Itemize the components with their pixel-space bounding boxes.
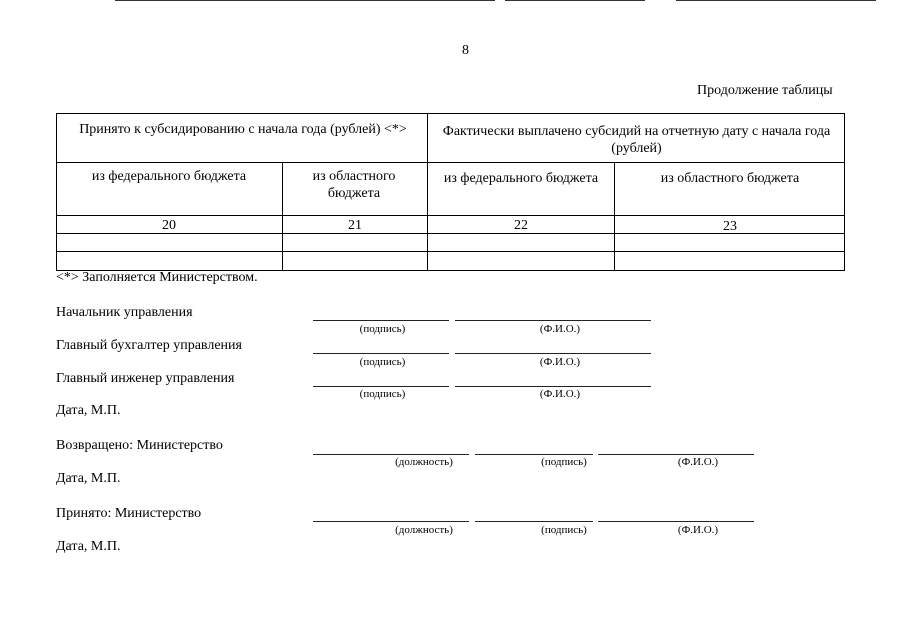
continuation-label: Продолжение таблицы bbox=[697, 83, 833, 98]
signature-line bbox=[475, 454, 593, 455]
top-border-line bbox=[676, 0, 876, 1]
caption-position: (должность) bbox=[395, 524, 453, 536]
date-label: Дата, М.П. bbox=[56, 539, 121, 554]
table-rule bbox=[282, 162, 283, 271]
head-label: Начальник управления bbox=[56, 305, 193, 320]
column-number: 20 bbox=[162, 218, 176, 233]
position-line bbox=[313, 521, 469, 522]
name-line bbox=[455, 320, 651, 321]
name-line bbox=[598, 521, 754, 522]
returned-label: Возвращено: Министерство bbox=[56, 438, 223, 453]
caption-signature: (подпись) bbox=[359, 356, 406, 368]
footnote: <*> Заполняется Министерством. bbox=[56, 270, 258, 285]
column-number: 21 bbox=[348, 218, 362, 233]
date-label: Дата, М.П. bbox=[56, 471, 121, 486]
caption-signature: (подпись) bbox=[541, 524, 587, 536]
sub-header-federal-1: из федерального бюджета bbox=[91, 169, 247, 184]
caption-signature: (подпись) bbox=[359, 388, 406, 400]
page-number: 8 bbox=[462, 43, 469, 58]
position-line bbox=[313, 454, 469, 455]
table-rule bbox=[427, 113, 428, 271]
chief-engineer-label: Главный инженер управления bbox=[56, 371, 235, 386]
name-line bbox=[598, 454, 754, 455]
chief-accountant-label: Главный бухгалтер управления bbox=[56, 338, 242, 353]
caption-name: (Ф.И.О.) bbox=[539, 388, 581, 400]
group-header-accepted: Принято к субсидированию с начала года (рублей) <*> bbox=[79, 122, 407, 137]
name-line bbox=[455, 353, 651, 354]
column-number: 23 bbox=[723, 219, 737, 234]
caption-signature: (подпись) bbox=[541, 456, 587, 468]
table-rule bbox=[614, 162, 615, 271]
top-border-line bbox=[505, 0, 645, 1]
group-header-paid: Фактически выплачено субсидий на отчетную дату с начала года (рублей) bbox=[442, 124, 831, 156]
table-rule bbox=[56, 251, 845, 252]
caption-position: (должность) bbox=[395, 456, 453, 468]
date-label: Дата, М.П. bbox=[56, 403, 121, 418]
sub-header-federal-2: из федерального бюджета bbox=[443, 171, 599, 186]
top-border-line bbox=[115, 0, 495, 1]
column-number: 22 bbox=[514, 218, 528, 233]
table-rule bbox=[56, 162, 845, 163]
sub-header-regional-2: из областного бюджета bbox=[660, 171, 800, 186]
caption-name: (Ф.И.О.) bbox=[539, 356, 581, 368]
accepted-label: Принято: Министерство bbox=[56, 506, 202, 521]
signature-line bbox=[475, 521, 593, 522]
sub-header-regional-1: из областного бюджета bbox=[312, 169, 396, 201]
name-line bbox=[455, 386, 651, 387]
signature-line bbox=[313, 386, 449, 387]
caption-name: (Ф.И.О.) bbox=[539, 323, 581, 335]
caption-signature: (подпись) bbox=[359, 323, 406, 335]
caption-name: (Ф.И.О.) bbox=[677, 456, 719, 468]
table-rule bbox=[56, 215, 845, 216]
signature-line bbox=[313, 353, 449, 354]
signature-line bbox=[313, 320, 449, 321]
caption-name: (Ф.И.О.) bbox=[677, 524, 719, 536]
